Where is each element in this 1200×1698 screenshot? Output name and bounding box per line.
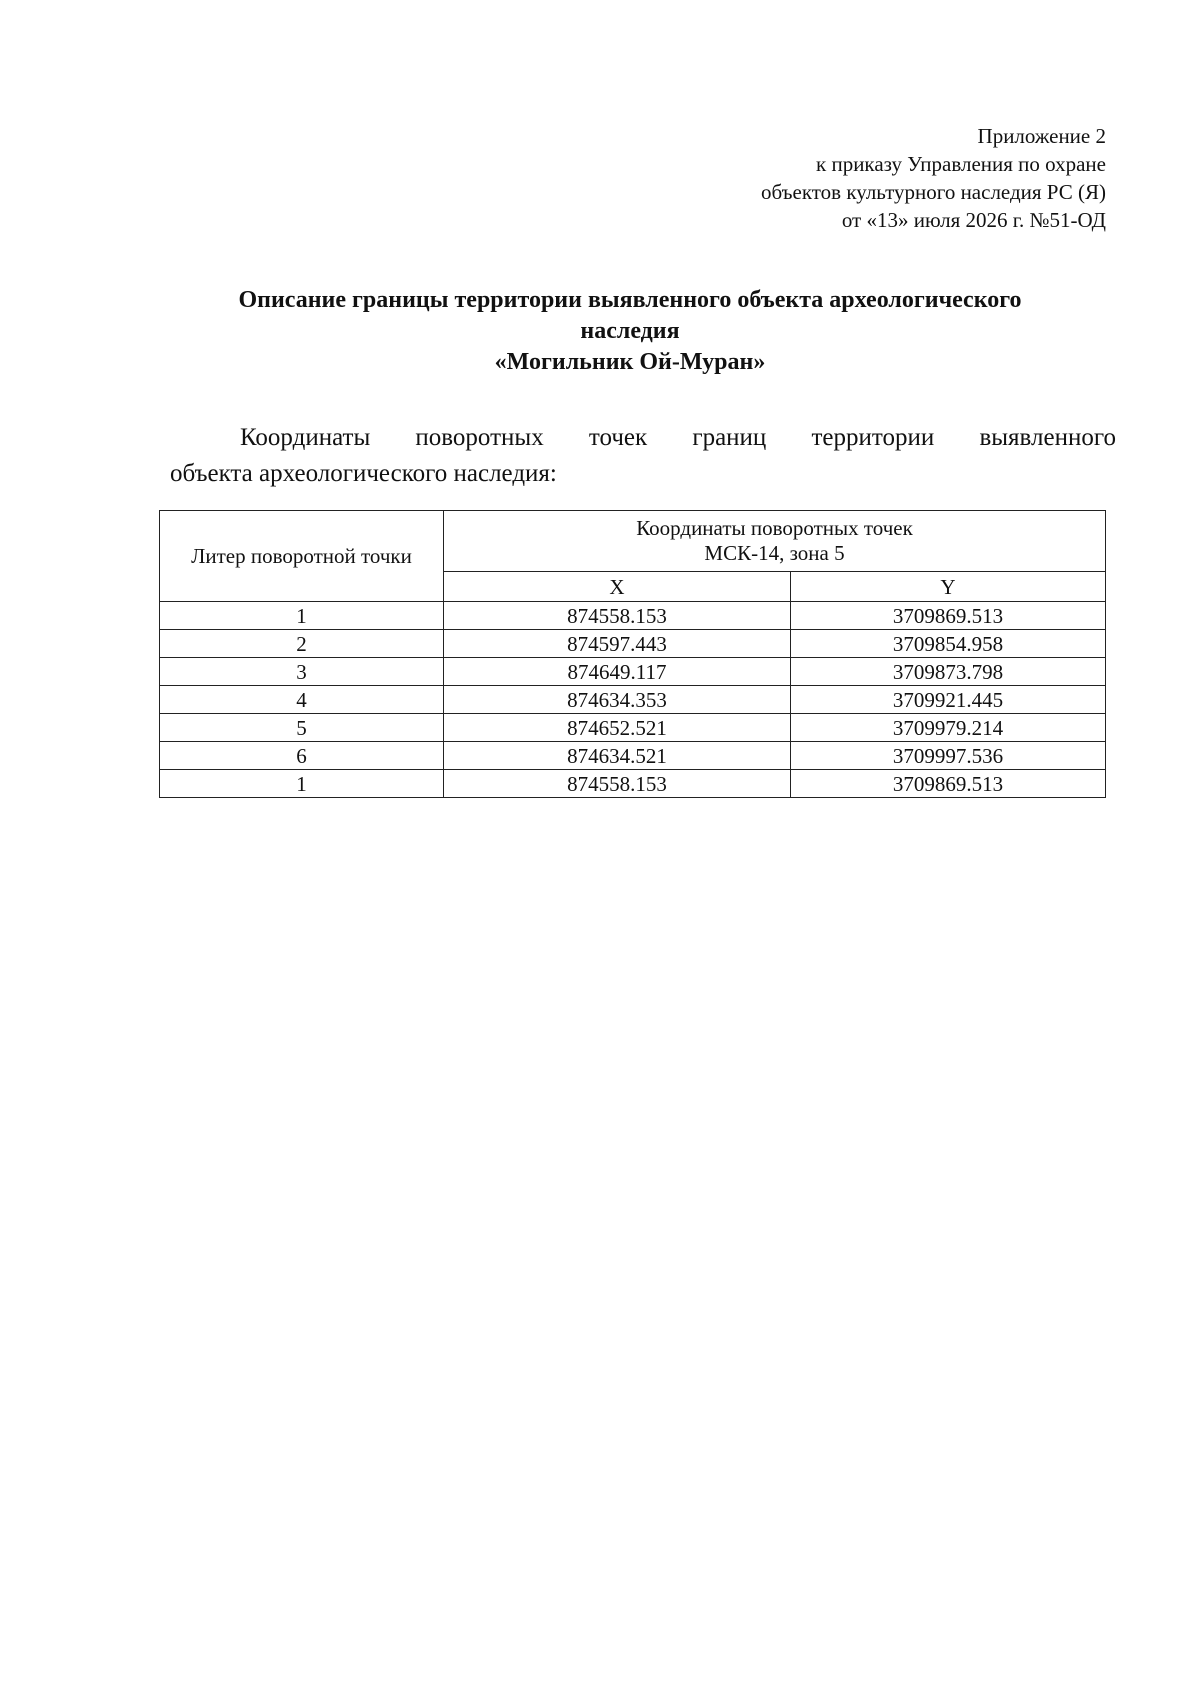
table-body [160, 511, 1106, 798]
table-row [160, 630, 1106, 658]
intro-word: границ [692, 424, 767, 451]
intro-word: территории [811, 424, 935, 451]
cell-x: 874558.153 [444, 602, 791, 630]
table-row [160, 658, 1106, 686]
intro-word: поворотных [415, 424, 544, 451]
cell-point: 3 [160, 658, 444, 686]
cell-x: 874558.153 [444, 770, 791, 798]
header-x: X [444, 572, 791, 602]
table-row [160, 770, 1106, 798]
cell-x: 874634.353 [444, 686, 791, 714]
cell-y: 3709869.513 [791, 770, 1106, 798]
cell-y: 3709921.445 [791, 686, 1106, 714]
appendix-date: от «13» июля 2026 г. №51-ОД [841, 208, 1106, 232]
appendix-header [761, 122, 1106, 234]
intro-line-1 [170, 420, 1116, 456]
appendix-authority: объектов культурного наследия РС (Я) [761, 180, 1106, 204]
cell-point: 1 [160, 602, 444, 630]
intro-word: точек [588, 424, 648, 451]
document-title [160, 285, 1100, 378]
cell-point: 5 [160, 714, 444, 742]
coordinates-table [159, 510, 1106, 798]
cell-y: 3709979.214 [791, 714, 1106, 742]
intro-paragraph [170, 420, 1116, 492]
header-group-line-1: Координаты поворотных точек [636, 516, 913, 541]
cell-point: 2 [160, 630, 444, 658]
table-row [160, 742, 1106, 770]
intro-word: Координаты [240, 424, 371, 451]
cell-y: 3709997.536 [791, 742, 1106, 770]
cell-y: 3709873.798 [791, 658, 1106, 686]
cell-y: 3709854.958 [791, 630, 1106, 658]
title-line-3: «Могильник Ой-Муран» [494, 349, 766, 375]
cell-y: 3709869.513 [791, 602, 1106, 630]
header-y: Y [791, 572, 1106, 602]
cell-x: 874652.521 [444, 714, 791, 742]
intro-word: выявленного [979, 424, 1116, 451]
appendix-order-ref: к приказу Управления по охране [816, 152, 1106, 176]
table-row [160, 686, 1106, 714]
cell-x: 874597.443 [444, 630, 791, 658]
title-line-2: наследия [580, 318, 680, 344]
cell-point: 1 [160, 770, 444, 798]
header-group-line-2: МСК-14, зона 5 [704, 541, 845, 566]
cell-point: 4 [160, 686, 444, 714]
title-line-1: Описание границы территории выявленного объекта археологического [238, 287, 1022, 313]
table-row [160, 714, 1106, 742]
header-point-literal: Литер поворотной точки [160, 511, 444, 602]
cell-point: 6 [160, 742, 444, 770]
intro-line-2: объекта археологического наследия: [170, 460, 557, 487]
table-header-row [160, 511, 1106, 572]
header-coordinates-group [444, 511, 1106, 572]
appendix-number: Приложение 2 [977, 124, 1106, 148]
cell-x: 874649.117 [444, 658, 791, 686]
table-row [160, 602, 1106, 630]
cell-x: 874634.521 [444, 742, 791, 770]
